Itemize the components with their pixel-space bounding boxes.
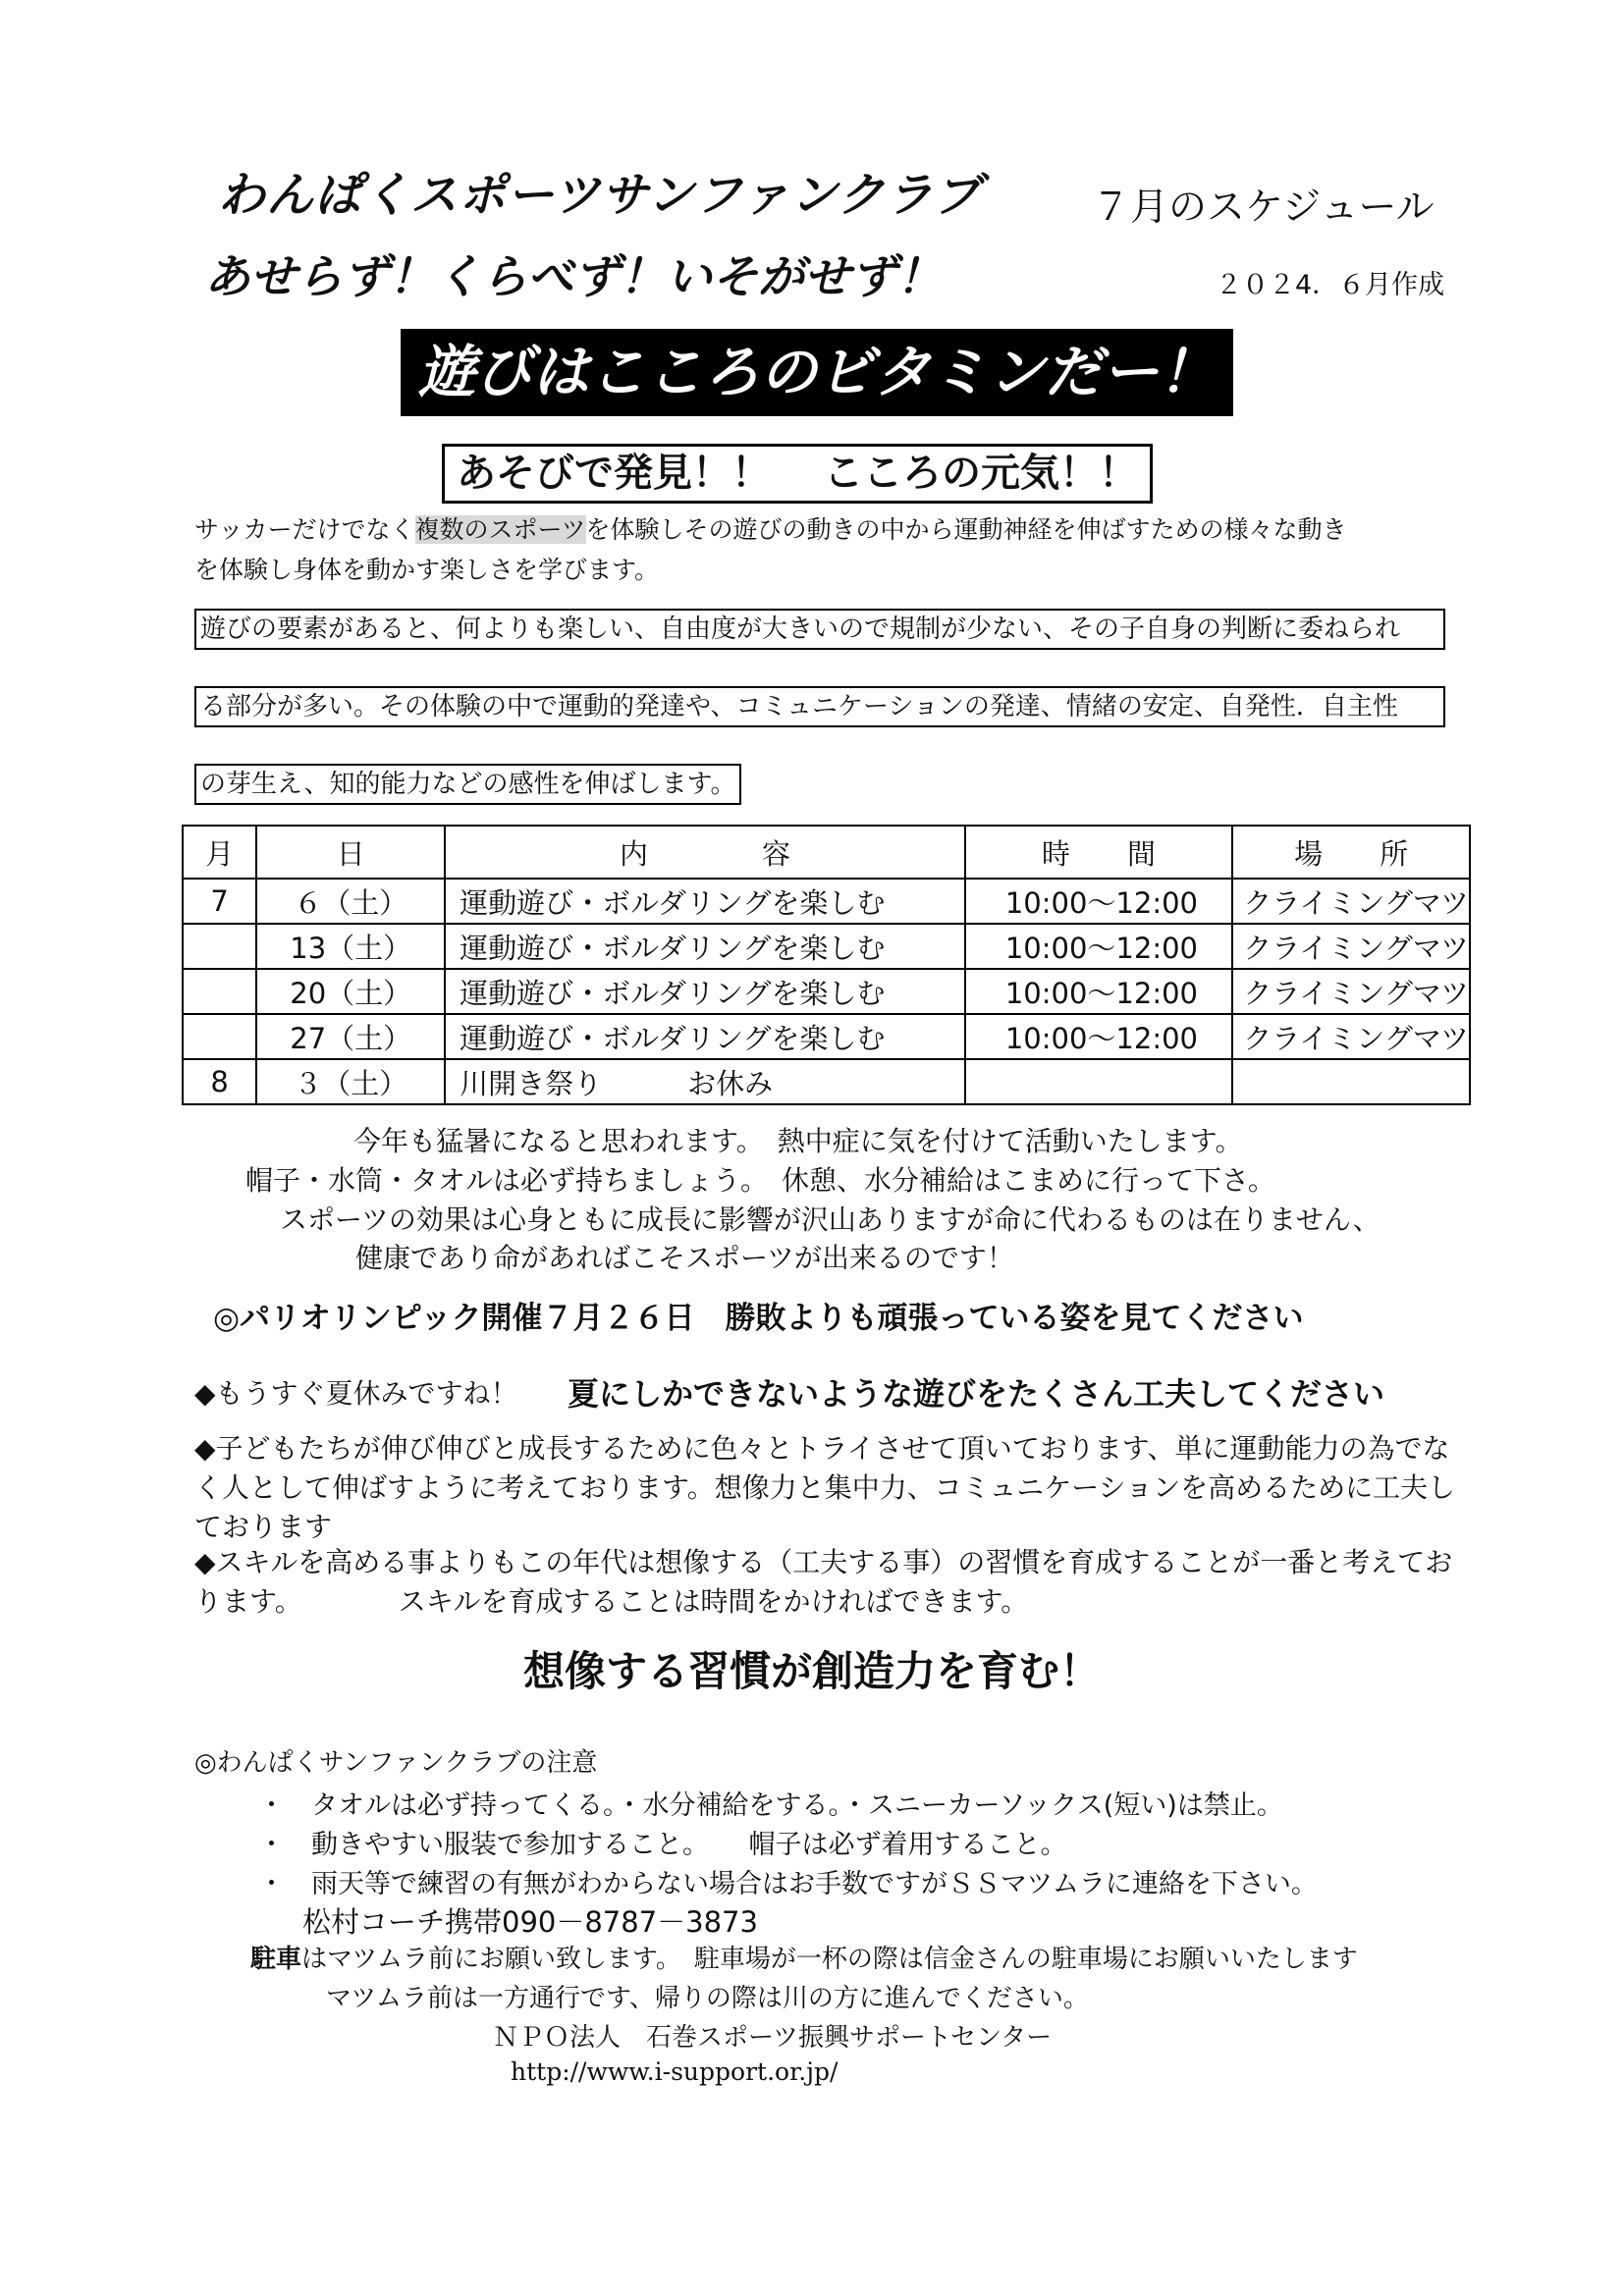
boxed-line: の芽生え、知的能力などの感性を伸ばします。 bbox=[194, 764, 741, 805]
cell-time: 10:00～12:00 bbox=[965, 924, 1232, 969]
column-header-month: 月 bbox=[183, 826, 256, 879]
cell-content: 運動遊び・ボルダリングを楽しむ bbox=[445, 924, 965, 969]
rule-text: タオルは必ず持ってくる。・水分補給をする。・スニーカーソックス(短い)は禁止。 bbox=[311, 1790, 1283, 1821]
rule-text: 動きやすい服装で参加すること。 帽子は必ず着用すること。 bbox=[311, 1830, 1067, 1860]
notice-line: 健康であり命があればこそスポーツが出来るのです！ bbox=[355, 1242, 1014, 1274]
boxed-line: 遊びの要素があると、何よりも楽しい、自由度が大きいので規制が少ない、その子自身の判断に委ねられ bbox=[194, 609, 1445, 650]
cell-place bbox=[1232, 1059, 1470, 1104]
cell-content: 川開き祭り お休み bbox=[445, 1059, 965, 1104]
cell-day: 13（土） bbox=[256, 924, 445, 969]
notice-line: 今年も猛暑になると思われます。 熱中症に気を付けて活動いたします。 bbox=[353, 1125, 1243, 1157]
column-header-place: 場 所 bbox=[1232, 826, 1470, 879]
cell-time bbox=[965, 1059, 1232, 1104]
cell-time: 10:00～12:00 bbox=[965, 879, 1232, 924]
table-row bbox=[183, 879, 1470, 924]
paragraph-kids: ◆子どもたちが伸び伸びと成長するために色々とトライさせて頂いております、単に運動能力の為でなく人として伸ばすように考えております。想像力と集中力、コミュニケーションを高めるために工夫しております bbox=[194, 1432, 1456, 1543]
parking-text: はマツムラ前にお願い致します。 駐車場が一杯の際は信金さんの駐車場にお願いいたします bbox=[301, 1945, 1358, 1974]
parking-label: 駐車 bbox=[250, 1945, 302, 1974]
subheadline-box: あそびで発見！！ こころの元気！！ bbox=[442, 444, 1153, 504]
notice-line: スポーツの効果は心身ともに成長に影響が沢山ありますが命に代わるものは在りません、 bbox=[280, 1203, 1380, 1236]
summer-emphasis: 夏にしかできないような遊びをたくさん工夫してください bbox=[568, 1375, 1385, 1413]
intro-highlight: 複数のスポーツ bbox=[414, 515, 586, 544]
table-header-row bbox=[183, 826, 1470, 879]
cell-month: 8 bbox=[183, 1059, 256, 1104]
motto: あせらず！くらべず！いそがせず！ bbox=[204, 250, 943, 304]
cell-content: 運動遊び・ボルダリングを楽しむ bbox=[445, 969, 965, 1014]
rule-item bbox=[258, 1862, 1318, 1900]
boxed-line: る部分が多い。その体験の中で運動的発達や、コミュニケーションの発達、情緒の安定、自発性．自主性 bbox=[194, 686, 1445, 727]
paragraph-skill: ◆スキルを高める事よりもこの年代は想像する（工夫する事）の習慣を育成することが一番と考えております。 スキルを育成することは時間をかければできます。 bbox=[194, 1546, 1453, 1618]
column-header-day: 日 bbox=[256, 826, 445, 879]
cell-day: ６（土） bbox=[256, 879, 445, 924]
cell-month bbox=[183, 924, 256, 969]
org-url[interactable]: http://www.i-support.or.jp/ bbox=[511, 2057, 839, 2086]
cell-place: クライミングマツ bbox=[1232, 1014, 1470, 1059]
cell-place: クライミングマツ bbox=[1232, 879, 1470, 924]
parking-line-1 bbox=[250, 1939, 1358, 1975]
rule-text: 雨天等で練習の有無がわからない場合はお手数ですがＳＳマツムラに連絡を下さい。 bbox=[311, 1869, 1318, 1899]
parking-line-2: マツムラ前は一方通行です、帰りの際は川の方に進んでください。 bbox=[326, 1984, 1089, 2013]
cell-month bbox=[183, 969, 256, 1014]
intro-text-after: を体験しその遊びの動きの中から運動神経を伸ばすための様々な動き bbox=[585, 515, 1347, 544]
headline-banner: 遊びはこころのビタミンだー！ bbox=[401, 329, 1233, 416]
cell-time: 10:00～12:00 bbox=[965, 1014, 1232, 1059]
cell-content: 運動遊び・ボルダリングを楽しむ bbox=[445, 1014, 965, 1059]
cell-day: ３（土） bbox=[256, 1059, 445, 1104]
cell-month bbox=[183, 1014, 256, 1059]
bullet-dot: ・ bbox=[258, 1869, 285, 1899]
column-header-content: 内 容 bbox=[445, 826, 965, 879]
rules-title: ◎わんぱくサンファンクラブの注意 bbox=[194, 1748, 598, 1778]
table-row bbox=[183, 1014, 1470, 1059]
cell-content: 運動遊び・ボルダリングを楽しむ bbox=[445, 879, 965, 924]
cell-month: 7 bbox=[183, 879, 256, 924]
created-date: ２０２4．６月作成 bbox=[1216, 270, 1445, 300]
rule-item bbox=[258, 1823, 1067, 1861]
intro-text-before: サッカーだけでなく bbox=[194, 515, 415, 544]
intro-line-2: を体験し身体を動かす楽しさを学びます。 bbox=[194, 556, 660, 584]
cell-day: 20（土） bbox=[256, 969, 445, 1014]
schedule-table bbox=[182, 825, 1471, 1105]
column-header-time: 時 間 bbox=[965, 826, 1232, 879]
rule-item bbox=[258, 1784, 1283, 1822]
schedule-label: ７月のスケジュール bbox=[1092, 186, 1435, 230]
cell-day: 27（土） bbox=[256, 1014, 445, 1059]
center-slogan: 想像する習慣が創造力を育む！ bbox=[522, 1647, 1101, 1695]
table-row bbox=[183, 1059, 1470, 1104]
olympics-notice: ◎パリオリンピック開催７月２６日 勝敗よりも頑張っている姿を見てください bbox=[213, 1301, 1304, 1336]
bullet-dot: ・ bbox=[258, 1830, 285, 1860]
notice-line: 帽子・水筒・タオルは必ず持ちましょう。 休憩、水分補給はこまめに行って下さ。 bbox=[245, 1164, 1275, 1197]
table-row bbox=[183, 969, 1470, 1014]
summer-lead: ◆もうすぐ夏休みですね！ bbox=[194, 1377, 518, 1410]
cell-place: クライミングマツ bbox=[1232, 969, 1470, 1014]
cell-time: 10:00～12:00 bbox=[965, 969, 1232, 1014]
table-row bbox=[183, 924, 1470, 969]
intro-line-1 bbox=[194, 510, 1347, 546]
org-name: ＮＰＯ法人 石巻スポーツ振興サポートセンター bbox=[493, 2023, 1053, 2053]
coach-phone: 松村コーチ携帯090－8787－3873 bbox=[302, 1905, 758, 1939]
club-name: わんぱくスポーツサンファンクラブ bbox=[218, 168, 982, 223]
bullet-dot: ・ bbox=[258, 1790, 285, 1821]
cell-place: クライミングマツ bbox=[1232, 924, 1470, 969]
